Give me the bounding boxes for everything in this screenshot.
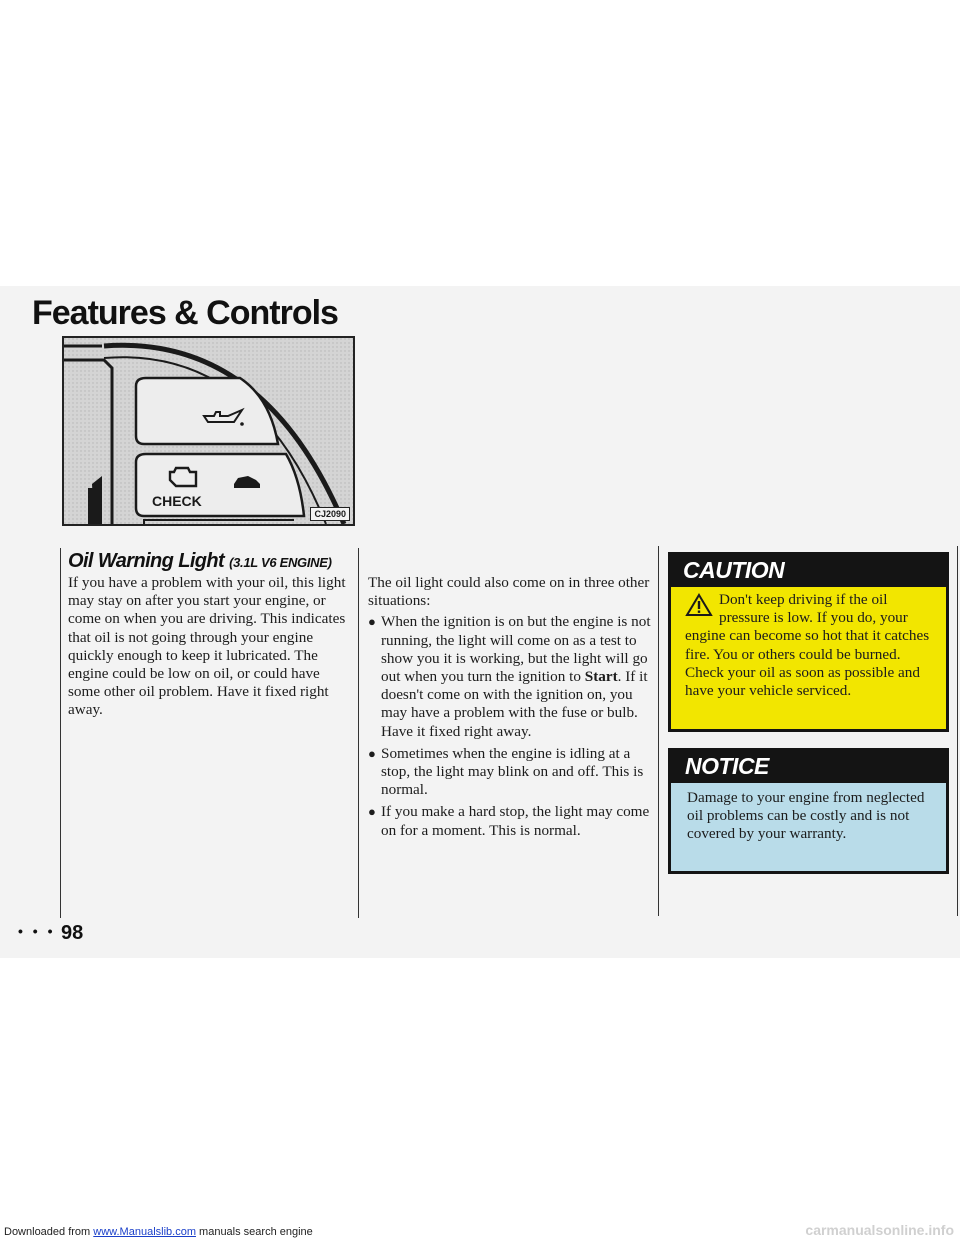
list-item [368, 613, 652, 740]
heading-text: Oil Warning Light [68, 550, 225, 572]
page-title: Features & Controls [32, 294, 338, 332]
figure-code: CJ2090 [310, 507, 350, 521]
item-text: Sometimes when the engine is idling at a stop, the light may blink on and off. This is normal. [381, 744, 644, 799]
caution-label: CAUTION [671, 555, 946, 587]
caution-text: Don't keep driving if the oil pressure is low. If you do, your engine can become so hot that it catches fire. You or others could be burned. Check your oil as soon as possible and have your vehicle serviced. [685, 591, 930, 700]
bullet-icon: ● [368, 745, 376, 761]
notice-text: Damage to your engine from neglected oil problems can be costly and is not covered by your warranty. [687, 789, 925, 843]
notice-label: NOTICE [671, 751, 946, 783]
bullet-icon: ● [368, 804, 376, 820]
instrument-cluster-illustration [62, 336, 355, 526]
footer-prefix: Downloaded from [4, 1226, 94, 1238]
item-bold: Start [584, 668, 618, 686]
column-rule [957, 546, 958, 916]
download-footer [4, 1226, 313, 1238]
page-number-value: 98 [61, 922, 84, 944]
watermark: carmanualsonline.info [805, 1222, 954, 1238]
bullet-icon: ● [368, 614, 376, 630]
warning-triangle-icon [685, 593, 713, 617]
intro-paragraph: If you have a problem with your oil, this light may stay on after you start your engine, or come on when you are driving. This indicates that oil is not going through your engine quickly enough to keep it lubricated. The engine could be low on oil, or could have some other oil problem. Have it fixed right away. [68, 574, 346, 719]
item-text: When the ignition is on but the engine is not running, the light will come on as a test to show you it is working, but the light will go out when you turn the ignition to [381, 613, 651, 686]
situations-list [368, 613, 652, 839]
list-item [368, 745, 652, 800]
situations-column [368, 574, 652, 844]
section-heading [68, 550, 332, 573]
caution-box [668, 552, 949, 732]
check-label: CHECK [152, 493, 202, 509]
item-text: If you make a hard stop, the light may come on for a moment. This is normal. [381, 803, 650, 839]
item-text: . If it doesn't come on with the ignition on, you may have a problem with the fuse or bulb. Have it fixed right away. [381, 668, 648, 740]
notice-box [668, 748, 949, 874]
page-number [18, 922, 83, 945]
column-rule [358, 548, 359, 918]
caution-body [671, 587, 946, 700]
column-rule [658, 546, 659, 916]
heading-note: (3.1L V6 ENGINE) [229, 555, 332, 570]
page-dots: • • • [18, 923, 56, 939]
manualslib-link[interactable]: www.Manualslib.com [93, 1226, 196, 1238]
situations-intro: The oil light could also come on in three other situations: [368, 574, 650, 610]
column-rule [60, 548, 61, 918]
list-item [368, 803, 652, 839]
footer-suffix: manuals search engine [195, 1226, 313, 1238]
